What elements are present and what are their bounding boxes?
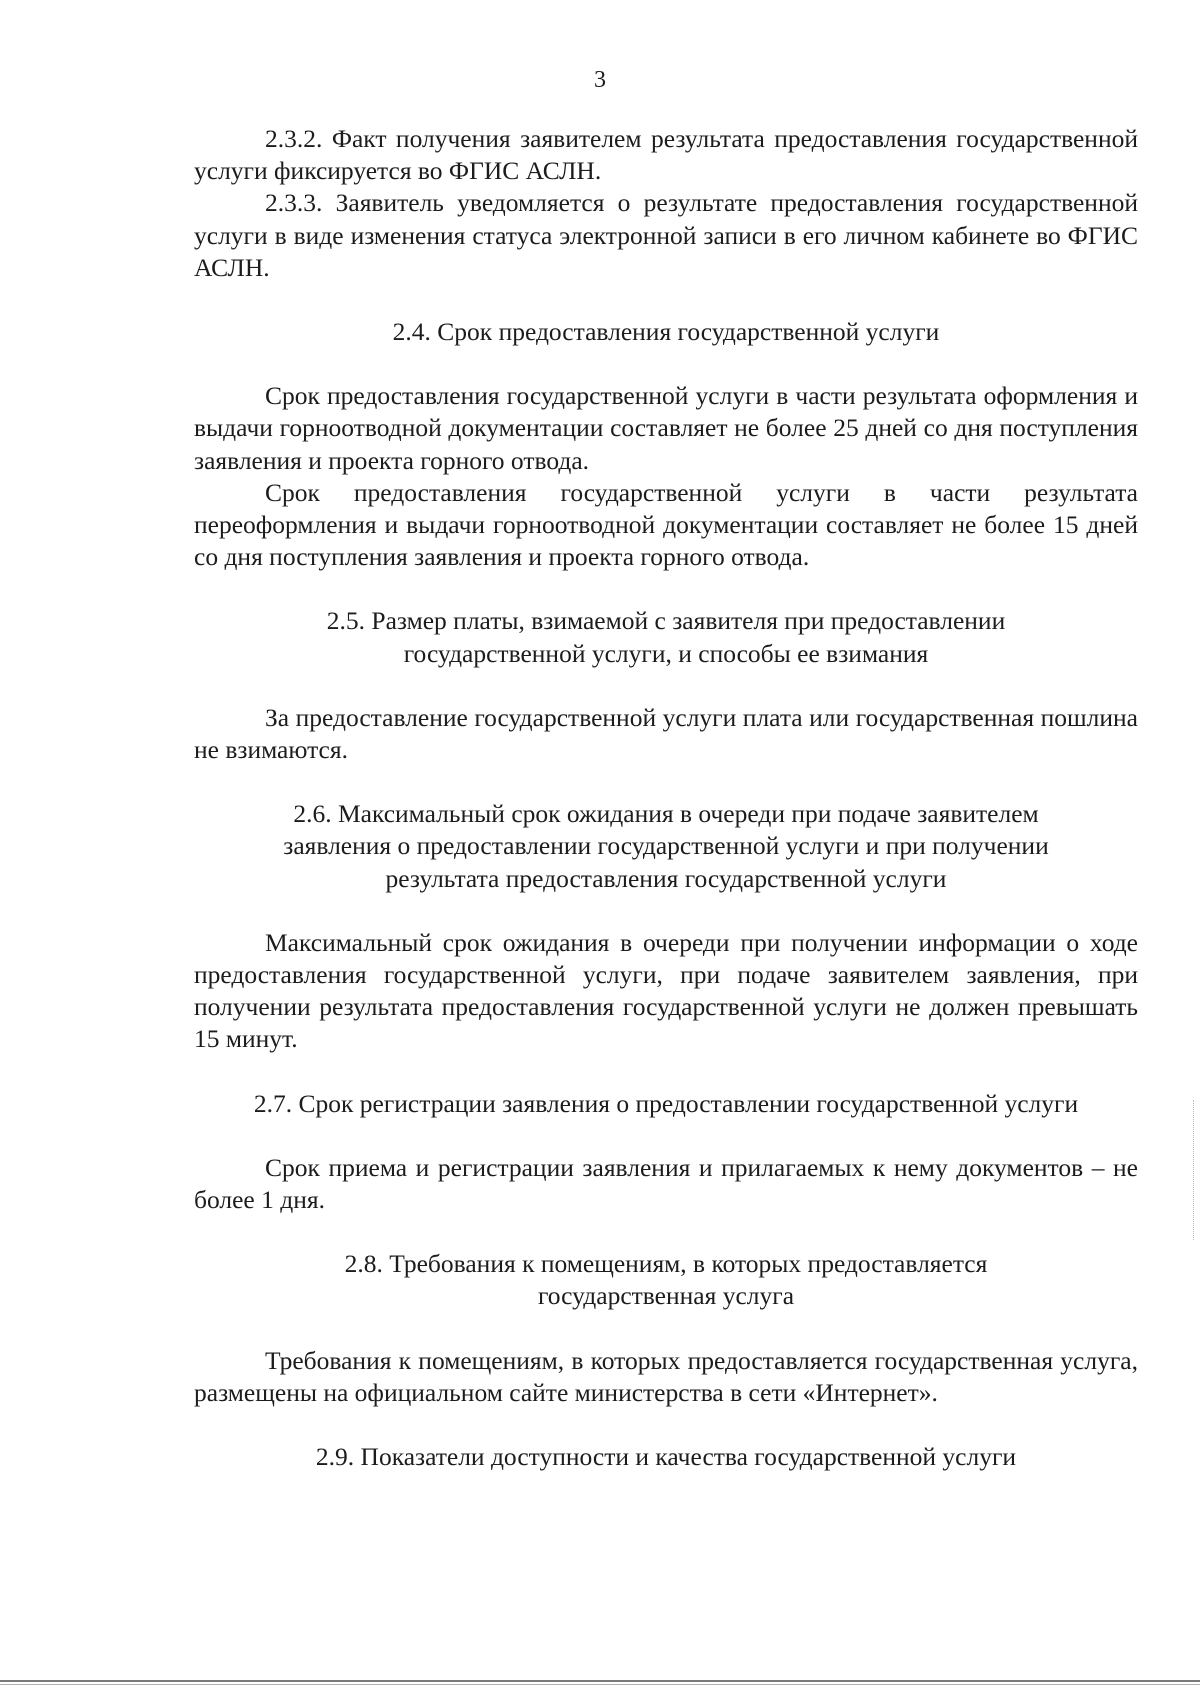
- heading-2-6-line-2: заявления о предоставлении государственной услуги и при получении: [283, 831, 1049, 861]
- heading-2-4: 2.4. Срок предоставления государственной услуги: [392, 317, 940, 347]
- scan-bottom-edge: [0, 1680, 1200, 1682]
- heading-2-5: [194, 605, 1138, 669]
- paragraph-2-4-formalization: Срок предоставления государственной услуги в части результата оформления и выдачи горноотводной документации составляет не более 25 дней со дня поступления заявления и проекта горного отвода.: [194, 381, 1138, 475]
- heading-2-8-line-1: 2.8. Требования к помещениям, в которых предоставляется: [344, 1249, 988, 1279]
- paragraph-2-5: За предоставление государственной услуги плата или государственная пошлина не взимаются.: [194, 702, 1138, 765]
- scan-edge-artifact: [1191, 1100, 1194, 1240]
- heading-2-8-line-2: государственная услуга: [537, 1281, 795, 1311]
- paragraph-2-4-reformalization: Срок предоставления государственной услуги в части результата переоформления и выдачи горноотводной документации составляет не более 15 дней со дня поступления заявления и проекта горного отвода.: [194, 477, 1138, 572]
- heading-2-9: 2.9. Показатели доступности и качества государственной услуги: [315, 1442, 1017, 1472]
- heading-2-8: [194, 1248, 1138, 1312]
- heading-2-6-line-1: 2.6. Максимальный срок ожидания в очереди при подаче заявителем: [293, 799, 1039, 829]
- heading-2-5-line-1: 2.5. Размер платы, взимаемой с заявителя при предоставлении: [326, 606, 1006, 636]
- paragraph-2-7: Срок приема и регистрации заявления и прилагаемых к нему документов – не более 1 дня.: [194, 1152, 1138, 1215]
- scan-bottom-edge-shadow: [0, 1684, 1200, 1685]
- heading-2-5-line-2: государственной услуги, и способы ее взимания: [403, 638, 929, 668]
- heading-2-7: 2.7. Срок регистрации заявления о предоставлении государственной услуги: [253, 1088, 1079, 1118]
- document-body: [194, 123, 1138, 1473]
- paragraph-2-6: Максимальный срок ожидания в очереди при получении информации о ходе предоставления государственной услуги, при подаче заявителем заявления, при получении результата предоставления государственной услуги не должен превышать 15 минут.: [194, 927, 1138, 1054]
- heading-2-6-line-3: результата предоставления государственной услуги: [385, 863, 947, 893]
- paragraph-2-3-3: 2.3.3. Заявитель уведомляется о результате предоставления государственной услуги в виде изменения статуса электронной записи в его личном кабинете во ФГИС АСЛН.: [194, 188, 1138, 282]
- heading-2-6: [194, 798, 1138, 895]
- page-number: 3: [594, 67, 606, 93]
- paragraph-2-8: Требования к помещениям, в которых предоставляется государственная услуга, размещены на официальном сайте министерства в сети «Интернет».: [194, 1345, 1138, 1407]
- paragraph-2-3-2: 2.3.2. Факт получения заявителем результата предоставления государственной услуги фиксируется во ФГИС АСЛН.: [194, 124, 1138, 186]
